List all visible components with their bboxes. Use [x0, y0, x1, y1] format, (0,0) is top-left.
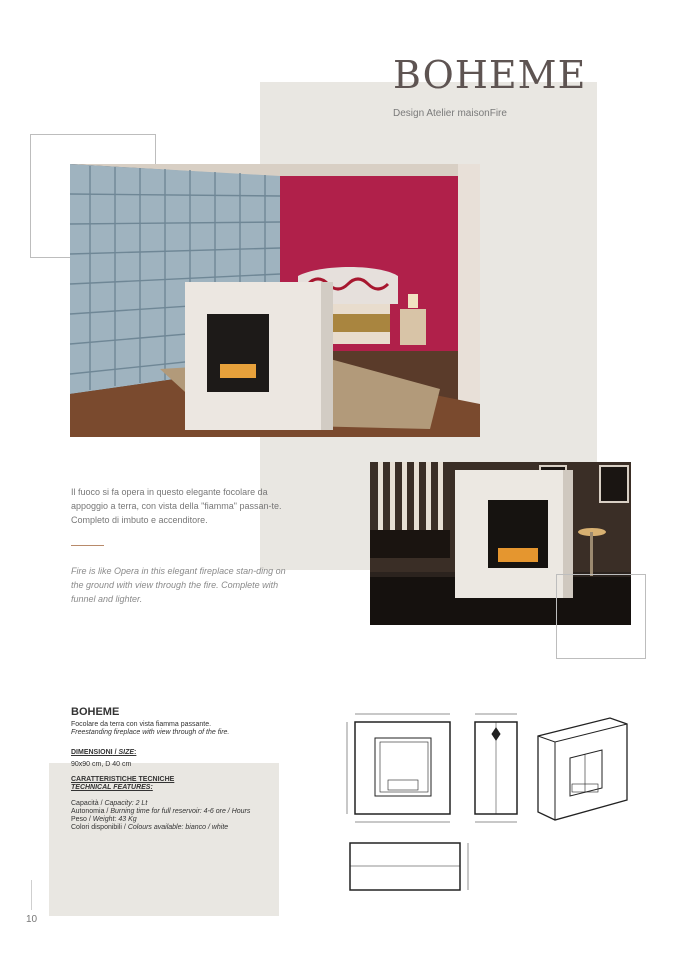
spec-title: BOHEME	[71, 706, 120, 718]
front-view-drawing	[347, 714, 450, 822]
accent-divider	[71, 545, 104, 546]
spec-tech-heading-en	[71, 784, 153, 792]
product-subtitle: Design Atelier maisonFire	[393, 108, 507, 119]
page-marker-line	[31, 880, 32, 910]
spec-row-label: Autonomia /	[71, 808, 111, 815]
dimension-label-colon: :	[134, 749, 137, 756]
spec-row-capacity	[71, 800, 147, 808]
spec-description-it: Focolare da terra con vista fiamma passante.	[71, 721, 212, 728]
spec-row-value: Weight: 43 Kg	[92, 816, 137, 823]
description-english: Fire is like Opera in this elegant fireplace stan-ding on the ground with view through the fire. Complete with funnel and lighter.	[71, 566, 286, 604]
spec-dimension-value: 90x90 cm, D 40 cm	[71, 761, 132, 768]
tech-label-colon: :	[150, 784, 153, 791]
description-italian: Il fuoco si fa opera in questo elegante focolare da appoggio a terra, con vista della "fiamma" passan-te. Completo di imbuto e accenditore.	[71, 487, 282, 525]
spec-row-value: Burning time for full reservoir: 4-6 ore / Hours	[110, 808, 251, 815]
perspective-view-drawing	[538, 718, 627, 820]
technical-drawings	[340, 700, 640, 900]
spec-row-label: Peso /	[71, 816, 93, 823]
spec-row-colours	[71, 824, 228, 832]
dimension-label-sep: /	[112, 749, 119, 756]
spec-row-value: Colours available: bianco / white	[127, 824, 229, 831]
dimension-label-en: SIZE	[118, 749, 135, 756]
product-title: BOHEME	[393, 53, 587, 97]
page-number: 10	[26, 914, 38, 925]
bedroom-photo	[70, 164, 480, 437]
spec-row-label: Capacità /	[71, 800, 105, 807]
spec-row-weight	[71, 816, 137, 824]
spec-dimension-heading	[71, 749, 136, 757]
spec-row-value: Capacity: 2 Lt	[104, 800, 148, 807]
decorative-frame-right	[556, 574, 646, 659]
tech-label-it: CARATTERISTICHE TECNICHE	[71, 776, 175, 783]
spec-row-label: Colori disponibili /	[71, 824, 128, 831]
dimension-label-it: DIMENSIONI	[71, 749, 113, 756]
spec-tech-heading-it	[71, 776, 174, 784]
spec-row-autonomy	[71, 808, 250, 816]
tech-label-en: TECHNICAL FEATURES	[71, 784, 151, 791]
top-view-drawing	[350, 843, 468, 890]
spec-description-en: Freestanding fireplace with view through of the fire.	[71, 729, 230, 736]
side-view-drawing	[475, 714, 517, 822]
